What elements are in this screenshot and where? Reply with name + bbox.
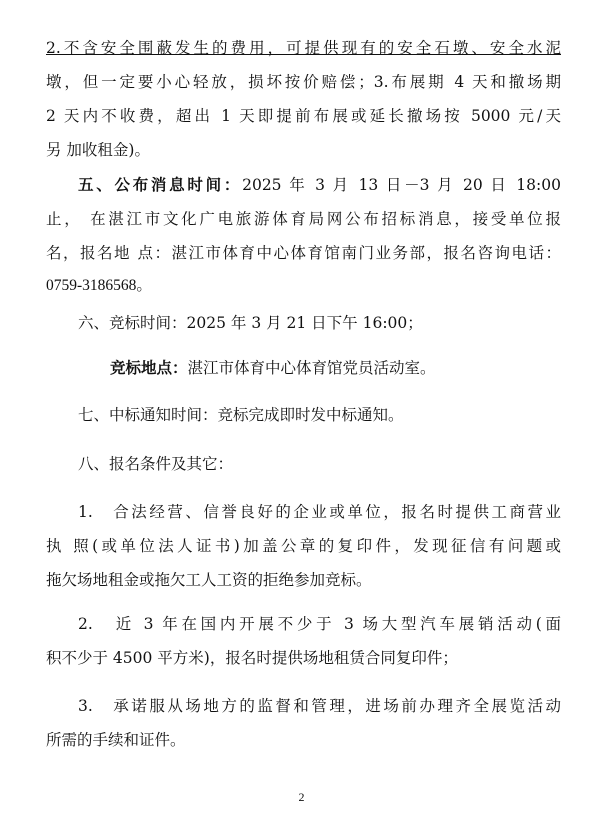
section6-time-value: 2025 年 3 月 21 日下午 16:00；: [186, 314, 423, 332]
section8-item3-line-2: 所需的手续和证件。: [46, 731, 186, 749]
section8-item2-line-2: 积不少于 4500 平方米)，报名时提供场地租赁合同复印件；: [46, 649, 458, 667]
section4-line-4: 另 加收租金)。: [46, 141, 150, 159]
section8-item3-line-1: 3. 承诺服从场地方的监督和管理，进场前办理齐全展览活动: [78, 697, 561, 715]
section6-label: 六、竞标时间：: [78, 314, 187, 332]
section8-item1-line-3: 拖欠场地租金或拖欠工人工资的拒绝参加竞标。: [46, 571, 372, 589]
section7-value: 竞标完成即时发中标通知。: [217, 406, 404, 424]
section8-item1-line-1: 1. 合法经营、信誉良好的企业或单位，报名时提供工商营业: [78, 503, 561, 521]
section4-line-3: 2 天内不收费，超出 1 天即提前布展或延长撤场按 5000 元/天: [46, 107, 561, 125]
section8-heading: 八、报名条件及其它：: [78, 455, 234, 473]
section5-line-3: 名，报名地 点：湛江市体育中心体育馆南门业务部，报名咨询电话：: [46, 244, 561, 262]
section5-time-value: 2025 年 3 月 13 日－3 月 20 日 18:00: [242, 176, 561, 194]
section5-label: 五、公布消息时间：: [78, 175, 243, 194]
section5-line-2: 止， 在湛江市文化广电旅游体育局网公布招标消息，接受单位报: [46, 210, 561, 228]
section4-line-1: 2.不含安全围蔽发生的费用，可提供现有的安全石墩、安全水泥: [46, 39, 561, 57]
section6-place-label: 竞标地点：: [110, 358, 188, 377]
section6-line-2: [110, 358, 561, 378]
section6-place-value: 湛江市体育中心体育馆党员活动室。: [187, 359, 436, 377]
section8-item2-line-1: 2. 近 3 年在国内开展不少于 3 场大型汽车展销活动(面: [78, 615, 561, 633]
section5-line-4: 0759-3186568。: [46, 277, 152, 294]
section6-line-1: [78, 313, 561, 333]
section4-line-2: 墩，但一定要小心轻放，损坏按价赔偿；3.布展期 4 天和撤场期: [46, 73, 561, 91]
section7-line: [78, 405, 561, 425]
section7-label: 七、中标通知时间：: [78, 406, 218, 424]
page-number: 2: [298, 790, 305, 804]
section5-line-1: [78, 175, 561, 195]
section8-item1-line-2: 执 照(或单位法人证书)加盖公章的复印件，发现征信有问题或: [46, 537, 561, 555]
